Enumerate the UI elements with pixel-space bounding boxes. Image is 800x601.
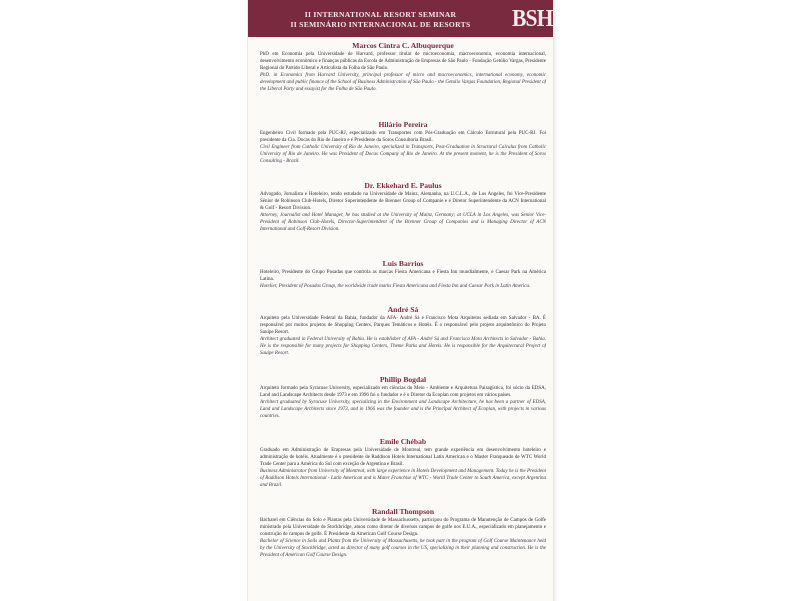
bsh-logo: BSH	[512, 6, 553, 32]
speaker-bio-english: Architect graduated by Syracuse University, specializing in the Environment and Landscape Architecture, he has been a partner of EDSA, Land and Landscape Architects since 1973, and in 1966 was the founder and is the Principal Architect of Ecoplan, with projects in various countries.	[260, 399, 546, 419]
brochure-page	[248, 0, 556, 601]
speaker-bio-portuguese: Bacharel em Ciências do Solo e Plantas pela Universidade de Massachussetts, participou do Programa de Manutenção de Campos de Golfe ministrado pela Universidade de Stockbridge, atuou como diretor de diversos campos de golfe nos E.U.A., especializado em planejamento e construção de campos de golfe. É Presidente da American Golf Course Design.	[260, 518, 546, 537]
speaker-bio-english: Architect graduated in Federal University of Bahia. He is establisher of AFA - André Sá and Francisca Mota Architects in Salvador - Bahia. He is the responsible for many projects for Shopping Centers, Theme Parks and Hotels. He is responsible for the Arquitectural Project of Sauipe Resort.	[260, 336, 546, 356]
speaker-bio-portuguese: Hoteleiro, Presidente do Grupo Posadas que controla as marcas Fiesta Americana e Fiesta Inn mundialmente, e Caesar Park na América Latina.	[260, 270, 546, 282]
speaker-bio-portuguese: Graduado em Administração de Empresas pela Universidade de Montreal, tem grande experiência em desenvolvimento hoteleiro e administração de hotéis. Atualmente é o presidente de Raddison Hotels International Latin American e o Master Franqueado de WTC World Trade Center para a América do Sul com exceção de Argentina e Brasil.	[260, 448, 546, 467]
page-edge-shadow	[553, 0, 557, 601]
speaker-name: Luis Barrios	[382, 259, 424, 268]
speaker-name: Hilário Pereira	[378, 120, 428, 129]
speaker-entry	[260, 375, 546, 421]
speaker-name: Dr. Ekkehard E. Paulus	[364, 181, 442, 190]
speaker-entry	[260, 305, 546, 357]
speaker-entry	[260, 437, 546, 489]
speaker-bio-english: Business Administrator from University of Montreal, with large experience in Hotels Development and Management. Today he is the President of Raddison Hotels International - Latin American and is Mater Franchise of WTC - World Trade Center to South America, except Argentina and Brazil.	[260, 468, 546, 488]
speaker-list	[260, 0, 553, 601]
speaker-bio-english: Bachelor of Science in Soils and Plants from the University of Massachusetts, he took part in the program of Golf Course Maintenance held by the University of Stockbridge, acted as director of many golf courses in the US, specializing in their planning and construction. He is the President of American Golf Course Design.	[260, 538, 546, 558]
speaker-bio-portuguese: Arquiteto formado pela Syracuse University, especializado em ciências do Meio - Ambiente e Arquitetura Paisagística, foi sócio da EDSA, Land and Landscape Architects desde 1973 e em 1996 foi o fundador e é o Diretor da Ecoplan com projetos em vários países.	[260, 386, 546, 398]
header-title-english: II INTERNATIONAL RESORT SEMINAR	[304, 10, 457, 19]
speaker-bio-portuguese: Advogado, Jornalista e Hoteleiro, tendo estudado na Universidade de Mainz, Alemanha, na U.C.L.A., de Los Angeles, foi Vice-Presidente Sênior de Robinson Club-Hotels, Diretor Superintendente de Brenner Group of Companie e é Diretor Superintendente da ACN International & Golf - Resort Division.	[260, 192, 546, 211]
speaker-entry	[260, 181, 546, 233]
speaker-bio-portuguese: Engenheiro Civil formado pela PUC-RJ, especializado em Transportes com Pós-Graduação em Cálculo Estrutural pela PUC-RJ. Foi presidente da Cia. Docas do Rio de Janeiro e é Presidente da Soros Consultoria Brasil.	[260, 131, 546, 143]
speaker-name: Phillip Bogdal	[379, 375, 427, 384]
speaker-name: André Sá	[387, 305, 419, 314]
speaker-entry	[260, 120, 546, 166]
speaker-entry	[260, 259, 546, 291]
speaker-entry	[260, 41, 546, 93]
speaker-bio-portuguese: Arquiteto pela Universidade Federal da Bahia, fundador da AFA- André Sá e Francisco Mota Arquitetos sediada em Salvador - BA. É responsável por muitos projetos de Shopping Centers, Parques Temáticos e Hotéis. É o responsável pelo projeto arquitetônico do Projeto Sauípe Resort.	[260, 316, 546, 335]
speaker-bio-english: PhD. in Economics from Harvard University, principal professor of micro and macroeconomics, international economy, economic development and public finance of the School of Business Administration of São Paulo - the Getulio Vargas Foundation, Regional President of the Liberal Party and essayist for the Folha de São Paulo.	[260, 72, 546, 92]
speaker-entry	[260, 507, 546, 559]
speaker-bio-english: Attorney, Journalist and Hotel Manager, he has studied at the University of Mainz, Germany; at UCLA in Los Angeles, was Senior Vice-President of Robinson Club-Hotels, Director-Superintendent of the Brenner Group of Companies and is Managing Director of ACN International and Golf-Resort Division.	[260, 212, 546, 232]
speaker-bio-english: Civil Engineer from Catholic University of Rio de Janeiro, specialized in Transports, Post-Graduation in Structural Calculus from Catholic University of Rio de Janeiro. He was President of Docas Company of Rio de Janeiro. At the present moment, he is the President of Soros Consulting - Brazil.	[260, 144, 546, 164]
speaker-name: Randall Thompson	[371, 507, 435, 516]
speaker-name: Marcos Cintra C. Albuquerque	[352, 41, 454, 50]
speaker-bio-portuguese: PhD em Economia pela Universidade de Harvard, professor titular de microeconomia, macroeconomia, economia internacional, desenvolvimento econômico e finanças públicas da Escola de Administração de Empresas de São Paulo - Fundação Getúlio Vargas, Presidente Regional do Partido Liberal e Articulista da Folha de São Paulo.	[260, 52, 546, 71]
speaker-bio-english: Hotelier, President of Posadas Group, the worldwide trade marks Fiesta Americana and Fiesta Inn and Caesar Park in Latin America.	[260, 283, 531, 289]
speaker-name: Emile Chébab	[379, 437, 427, 446]
header-title-portuguese: II SEMINÁRIO INTERNACIONAL DE RESORTS	[290, 20, 471, 29]
